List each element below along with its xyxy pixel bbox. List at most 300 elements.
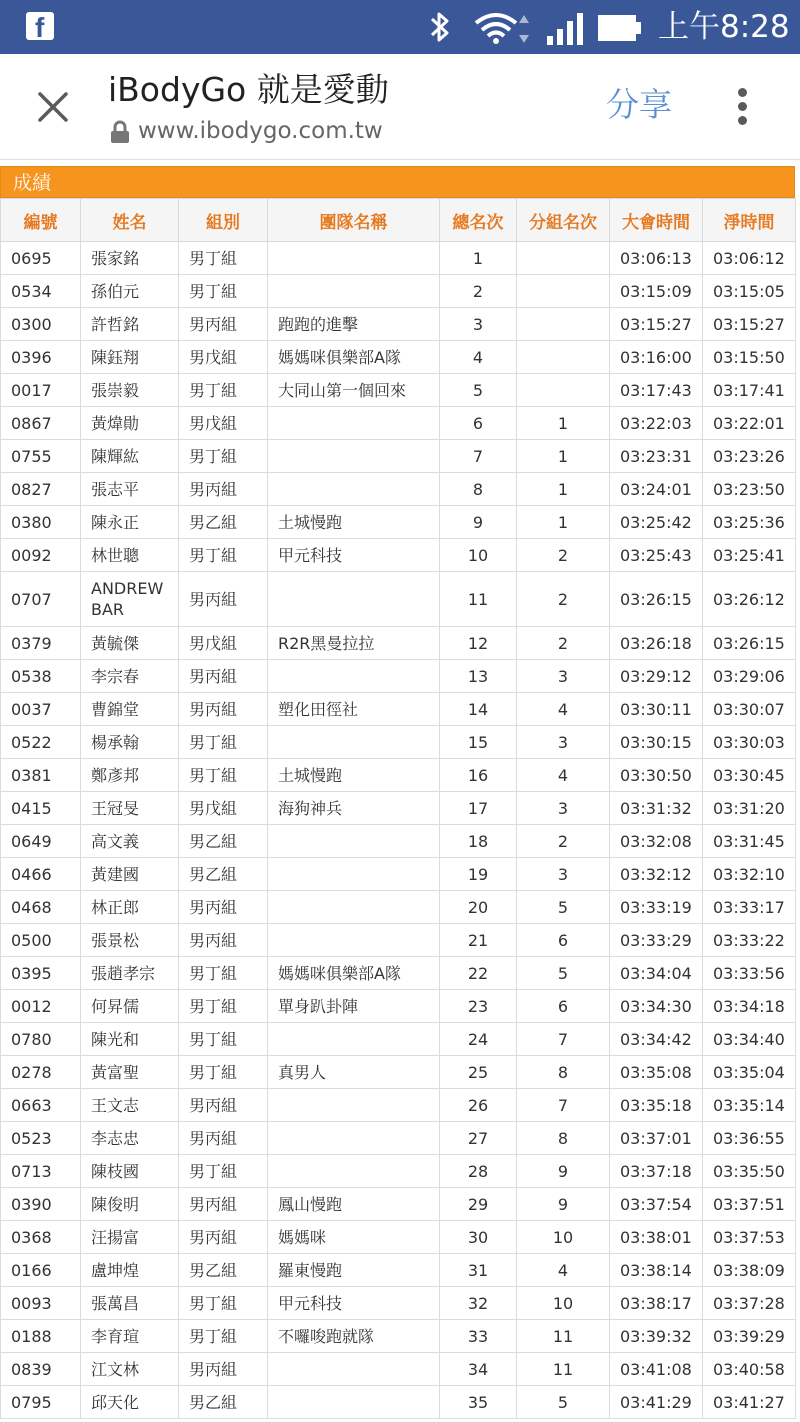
more-options-icon[interactable]: [734, 88, 750, 128]
bib-number-cell: 0390: [1, 1188, 81, 1221]
column-header[interactable]: 大會時間: [610, 199, 703, 242]
division-rank-cell: 1: [517, 506, 610, 539]
bib-number-cell: 0368: [1, 1221, 81, 1254]
net-time-cell: 03:36:55: [703, 1122, 796, 1155]
bib-number-cell: 0827: [1, 473, 81, 506]
share-button[interactable]: 分享: [606, 85, 672, 124]
column-header[interactable]: 團隊名稱: [268, 199, 440, 242]
gun-time-cell: 03:31:32: [610, 792, 703, 825]
table-header-row: [1, 199, 796, 242]
name-cell: 江文林: [81, 1353, 179, 1386]
table-row: [1, 1221, 796, 1254]
name-cell: 孫伯元: [81, 275, 179, 308]
net-time-cell: 03:15:05: [703, 275, 796, 308]
table-row: [1, 572, 796, 627]
table-row: [1, 473, 796, 506]
overall-rank-cell: 7: [440, 440, 517, 473]
overall-rank-cell: 32: [440, 1287, 517, 1320]
team-cell: 塑化田徑社: [268, 693, 440, 726]
gun-time-cell: 03:30:11: [610, 693, 703, 726]
net-time-cell: 03:23:50: [703, 473, 796, 506]
bib-number-cell: 0093: [1, 1287, 81, 1320]
gun-time-cell: 03:16:00: [610, 341, 703, 374]
team-cell: 真男人: [268, 1056, 440, 1089]
table-row: [1, 825, 796, 858]
division-rank-cell: 2: [517, 627, 610, 660]
net-time-cell: 03:30:03: [703, 726, 796, 759]
gun-time-cell: 03:41:08: [610, 1353, 703, 1386]
bib-number-cell: 0523: [1, 1122, 81, 1155]
overall-rank-cell: 30: [440, 1221, 517, 1254]
table-row: [1, 726, 796, 759]
team-cell: 土城慢跑: [268, 759, 440, 792]
team-cell: 羅東慢跑: [268, 1254, 440, 1287]
net-time-cell: 03:32:10: [703, 858, 796, 891]
gun-time-cell: 03:32:08: [610, 825, 703, 858]
name-cell: 陳光和: [81, 1023, 179, 1056]
name-cell: 張志平: [81, 473, 179, 506]
gun-time-cell: 03:33:19: [610, 891, 703, 924]
column-header[interactable]: 總名次: [440, 199, 517, 242]
division-cell: 男丙組: [179, 1353, 268, 1386]
name-cell: 陳鈺翔: [81, 341, 179, 374]
table-row: [1, 1188, 796, 1221]
page-url[interactable]: www.ibodygo.com.tw: [138, 118, 383, 144]
table-row: [1, 858, 796, 891]
division-cell: 男丙組: [179, 1188, 268, 1221]
division-rank-cell: 4: [517, 1254, 610, 1287]
table-row: [1, 1320, 796, 1353]
table-row: [1, 1254, 796, 1287]
gun-time-cell: 03:37:54: [610, 1188, 703, 1221]
page-title: iBodyGo 就是愛動: [108, 70, 389, 109]
table-row: [1, 660, 796, 693]
division-cell: 男丙組: [179, 473, 268, 506]
table-row: [1, 792, 796, 825]
division-cell: 男丙組: [179, 1089, 268, 1122]
table-row: [1, 1155, 796, 1188]
bib-number-cell: 0663: [1, 1089, 81, 1122]
gun-time-cell: 03:22:03: [610, 407, 703, 440]
table-row: [1, 1023, 796, 1056]
close-icon[interactable]: [34, 88, 72, 126]
column-header[interactable]: 組別: [179, 199, 268, 242]
bib-number-cell: 0380: [1, 506, 81, 539]
bib-number-cell: 0649: [1, 825, 81, 858]
net-time-cell: 03:40:58: [703, 1353, 796, 1386]
net-time-cell: 03:26:15: [703, 627, 796, 660]
gun-time-cell: 03:23:31: [610, 440, 703, 473]
division-cell: 男丙組: [179, 1122, 268, 1155]
battery-icon: [597, 14, 643, 42]
gun-time-cell: 03:35:18: [610, 1089, 703, 1122]
lock-icon: [110, 120, 130, 144]
bib-number-cell: 0381: [1, 759, 81, 792]
table-row: [1, 1353, 796, 1386]
name-cell: 張萬昌: [81, 1287, 179, 1320]
table-row: [1, 506, 796, 539]
division-rank-cell: 3: [517, 726, 610, 759]
gun-time-cell: 03:06:13: [610, 242, 703, 275]
net-time-cell: 03:17:41: [703, 374, 796, 407]
division-rank-cell: [517, 374, 610, 407]
bib-number-cell: 0707: [1, 572, 81, 627]
net-time-cell: 03:39:29: [703, 1320, 796, 1353]
gun-time-cell: 03:32:12: [610, 858, 703, 891]
net-time-cell: 03:30:45: [703, 759, 796, 792]
gun-time-cell: 03:24:01: [610, 473, 703, 506]
bib-number-cell: 0466: [1, 858, 81, 891]
division-cell: 男戊組: [179, 627, 268, 660]
bib-number-cell: 0538: [1, 660, 81, 693]
division-cell: 男丁組: [179, 539, 268, 572]
net-time-cell: 03:15:27: [703, 308, 796, 341]
bib-number-cell: 0522: [1, 726, 81, 759]
division-rank-cell: 8: [517, 1122, 610, 1155]
net-time-cell: 03:35:04: [703, 1056, 796, 1089]
net-time-cell: 03:15:50: [703, 341, 796, 374]
team-cell: 海狗神兵: [268, 792, 440, 825]
division-rank-cell: [517, 308, 610, 341]
team-cell: [268, 407, 440, 440]
column-header[interactable]: 編號: [1, 199, 81, 242]
table-row: [1, 374, 796, 407]
bib-number-cell: 0395: [1, 957, 81, 990]
net-time-cell: 03:34:18: [703, 990, 796, 1023]
gun-time-cell: 03:34:04: [610, 957, 703, 990]
gun-time-cell: 03:25:42: [610, 506, 703, 539]
name-cell: 張景松: [81, 924, 179, 957]
division-rank-cell: 5: [517, 891, 610, 924]
team-cell: R2R黑曼拉拉: [268, 627, 440, 660]
table-row: [1, 627, 796, 660]
team-cell: [268, 660, 440, 693]
bib-number-cell: 0500: [1, 924, 81, 957]
division-cell: 男乙組: [179, 506, 268, 539]
bib-number-cell: 0396: [1, 341, 81, 374]
division-cell: 男丁組: [179, 957, 268, 990]
bib-number-cell: 0379: [1, 627, 81, 660]
team-cell: [268, 473, 440, 506]
overall-rank-cell: 10: [440, 539, 517, 572]
net-time-cell: 03:37:51: [703, 1188, 796, 1221]
team-cell: [268, 1023, 440, 1056]
gun-time-cell: 03:30:50: [610, 759, 703, 792]
name-cell: 邱天化: [81, 1386, 179, 1419]
name-cell: 黃毓傑: [81, 627, 179, 660]
name-cell: 高文義: [81, 825, 179, 858]
net-time-cell: 03:34:40: [703, 1023, 796, 1056]
division-cell: 男丙組: [179, 924, 268, 957]
division-cell: 男丙組: [179, 660, 268, 693]
bib-number-cell: 0713: [1, 1155, 81, 1188]
bib-number-cell: 0037: [1, 693, 81, 726]
team-cell: 大同山第一個回來: [268, 374, 440, 407]
name-cell: 陳永正: [81, 506, 179, 539]
bib-number-cell: 0415: [1, 792, 81, 825]
overall-rank-cell: 9: [440, 506, 517, 539]
division-cell: 男丁組: [179, 726, 268, 759]
division-cell: 男丙組: [179, 891, 268, 924]
net-time-cell: 03:37:28: [703, 1287, 796, 1320]
overall-rank-cell: 29: [440, 1188, 517, 1221]
team-cell: 跑跑的進擊: [268, 308, 440, 341]
team-cell: 甲元科技: [268, 1287, 440, 1320]
division-rank-cell: 11: [517, 1353, 610, 1386]
bib-number-cell: 0017: [1, 374, 81, 407]
gun-time-cell: 03:26:18: [610, 627, 703, 660]
gun-time-cell: 03:38:01: [610, 1221, 703, 1254]
bib-number-cell: 0092: [1, 539, 81, 572]
overall-rank-cell: 28: [440, 1155, 517, 1188]
division-rank-cell: [517, 275, 610, 308]
wifi-icon: [474, 11, 536, 45]
bib-number-cell: 0300: [1, 308, 81, 341]
net-time-cell: 03:25:36: [703, 506, 796, 539]
table-row: [1, 957, 796, 990]
table-row: [1, 1287, 796, 1320]
overall-rank-cell: 11: [440, 572, 517, 627]
team-cell: [268, 1353, 440, 1386]
division-cell: 男戊組: [179, 341, 268, 374]
bib-number-cell: 0166: [1, 1254, 81, 1287]
name-cell: 楊承翰: [81, 726, 179, 759]
table-row: [1, 1056, 796, 1089]
table-row: [1, 242, 796, 275]
overall-rank-cell: 12: [440, 627, 517, 660]
division-rank-cell: 3: [517, 660, 610, 693]
net-time-cell: 03:33:22: [703, 924, 796, 957]
name-cell: 許哲銘: [81, 308, 179, 341]
bluetooth-icon: [428, 10, 452, 44]
name-cell: 陳俊明: [81, 1188, 179, 1221]
name-cell: 黃煒勛: [81, 407, 179, 440]
table-row: [1, 1122, 796, 1155]
team-cell: [268, 891, 440, 924]
division-cell: 男丁組: [179, 1320, 268, 1353]
results-table: [0, 198, 796, 1419]
overall-rank-cell: 35: [440, 1386, 517, 1419]
overall-rank-cell: 34: [440, 1353, 517, 1386]
facebook-icon[interactable]: f: [26, 12, 54, 40]
net-time-cell: 03:35:14: [703, 1089, 796, 1122]
division-cell: 男丙組: [179, 693, 268, 726]
name-cell: 李育瑄: [81, 1320, 179, 1353]
division-cell: 男丁組: [179, 1155, 268, 1188]
division-cell: 男丁組: [179, 1287, 268, 1320]
team-cell: [268, 440, 440, 473]
overall-rank-cell: 17: [440, 792, 517, 825]
gun-time-cell: 03:26:15: [610, 572, 703, 627]
division-rank-cell: 2: [517, 572, 610, 627]
table-row: [1, 1089, 796, 1122]
table-row: [1, 539, 796, 572]
overall-rank-cell: 23: [440, 990, 517, 1023]
gun-time-cell: 03:37:18: [610, 1155, 703, 1188]
team-cell: 媽媽咪俱樂部A隊: [268, 341, 440, 374]
division-cell: 男丁組: [179, 990, 268, 1023]
division-rank-cell: 11: [517, 1320, 610, 1353]
gun-time-cell: 03:29:12: [610, 660, 703, 693]
name-cell: 李宗春: [81, 660, 179, 693]
net-time-cell: 03:26:12: [703, 572, 796, 627]
division-cell: 男戊組: [179, 792, 268, 825]
name-cell: 張趙孝宗: [81, 957, 179, 990]
team-cell: [268, 825, 440, 858]
bib-number-cell: 0012: [1, 990, 81, 1023]
name-cell: 張家銘: [81, 242, 179, 275]
team-cell: 甲元科技: [268, 539, 440, 572]
overall-rank-cell: 16: [440, 759, 517, 792]
signal-icon: [546, 12, 586, 46]
team-cell: 單身趴卦陣: [268, 990, 440, 1023]
bib-number-cell: 0188: [1, 1320, 81, 1353]
team-cell: [268, 726, 440, 759]
overall-rank-cell: 19: [440, 858, 517, 891]
overall-rank-cell: 22: [440, 957, 517, 990]
team-cell: [268, 1386, 440, 1419]
name-cell: 林世聰: [81, 539, 179, 572]
overall-rank-cell: 5: [440, 374, 517, 407]
name-cell: 曹錦堂: [81, 693, 179, 726]
division-rank-cell: 3: [517, 792, 610, 825]
team-cell: [268, 858, 440, 891]
overall-rank-cell: 24: [440, 1023, 517, 1056]
gun-time-cell: 03:37:01: [610, 1122, 703, 1155]
name-cell: 張崇毅: [81, 374, 179, 407]
gun-time-cell: 03:35:08: [610, 1056, 703, 1089]
division-cell: 男丁組: [179, 440, 268, 473]
overall-rank-cell: 27: [440, 1122, 517, 1155]
division-cell: 男丙組: [179, 1221, 268, 1254]
gun-time-cell: 03:38:14: [610, 1254, 703, 1287]
division-cell: 男乙組: [179, 1254, 268, 1287]
name-cell: 黃建國: [81, 858, 179, 891]
name-cell: 陳枝國: [81, 1155, 179, 1188]
name-cell: 陳輝紘: [81, 440, 179, 473]
gun-time-cell: 03:33:29: [610, 924, 703, 957]
division-cell: 男丁組: [179, 374, 268, 407]
division-rank-cell: 6: [517, 924, 610, 957]
table-row: [1, 693, 796, 726]
net-time-cell: 03:06:12: [703, 242, 796, 275]
table-row: [1, 924, 796, 957]
status-bar: [0, 0, 800, 54]
team-cell: 媽媽咪俱樂部A隊: [268, 957, 440, 990]
overall-rank-cell: 8: [440, 473, 517, 506]
division-rank-cell: [517, 242, 610, 275]
gun-time-cell: 03:41:29: [610, 1386, 703, 1419]
team-cell: 鳳山慢跑: [268, 1188, 440, 1221]
division-rank-cell: 4: [517, 693, 610, 726]
division-rank-cell: 1: [517, 473, 610, 506]
table-row: [1, 759, 796, 792]
overall-rank-cell: 20: [440, 891, 517, 924]
overall-rank-cell: 31: [440, 1254, 517, 1287]
name-cell: 黃富聖: [81, 1056, 179, 1089]
results-section-title: 成績: [0, 166, 795, 198]
division-cell: 男丙組: [179, 308, 268, 341]
team-cell: [268, 275, 440, 308]
table-row: [1, 891, 796, 924]
clock: 上午8:28: [658, 9, 790, 45]
team-cell: 媽媽咪: [268, 1221, 440, 1254]
gun-time-cell: 03:30:15: [610, 726, 703, 759]
division-rank-cell: 7: [517, 1023, 610, 1056]
bib-number-cell: 0468: [1, 891, 81, 924]
overall-rank-cell: 1: [440, 242, 517, 275]
gun-time-cell: 03:15:27: [610, 308, 703, 341]
division-rank-cell: 3: [517, 858, 610, 891]
division-cell: 男戊組: [179, 407, 268, 440]
overall-rank-cell: 15: [440, 726, 517, 759]
net-time-cell: 03:35:50: [703, 1155, 796, 1188]
division-cell: 男丁組: [179, 1056, 268, 1089]
overall-rank-cell: 3: [440, 308, 517, 341]
team-cell: [268, 924, 440, 957]
bib-number-cell: 0795: [1, 1386, 81, 1419]
table-row: [1, 275, 796, 308]
name-cell: 汪揚富: [81, 1221, 179, 1254]
division-cell: 男乙組: [179, 1386, 268, 1419]
net-time-cell: 03:25:41: [703, 539, 796, 572]
overall-rank-cell: 4: [440, 341, 517, 374]
overall-rank-cell: 13: [440, 660, 517, 693]
bib-number-cell: 0695: [1, 242, 81, 275]
gun-time-cell: 03:15:09: [610, 275, 703, 308]
table-row: [1, 341, 796, 374]
name-cell: 王冠旻: [81, 792, 179, 825]
division-rank-cell: 10: [517, 1221, 610, 1254]
division-rank-cell: 2: [517, 825, 610, 858]
gun-time-cell: 03:25:43: [610, 539, 703, 572]
net-time-cell: 03:23:26: [703, 440, 796, 473]
bib-number-cell: 0278: [1, 1056, 81, 1089]
browser-toolbar: [0, 54, 800, 160]
overall-rank-cell: 2: [440, 275, 517, 308]
gun-time-cell: 03:34:42: [610, 1023, 703, 1056]
table-row: [1, 407, 796, 440]
net-time-cell: 03:33:17: [703, 891, 796, 924]
division-cell: 男乙組: [179, 858, 268, 891]
division-cell: 男丁組: [179, 1023, 268, 1056]
name-cell: ANDREW BAR: [81, 572, 179, 627]
division-rank-cell: 2: [517, 539, 610, 572]
net-time-cell: 03:38:09: [703, 1254, 796, 1287]
column-header[interactable]: 姓名: [81, 199, 179, 242]
division-rank-cell: 5: [517, 957, 610, 990]
column-header[interactable]: 淨時間: [703, 199, 796, 242]
column-header[interactable]: 分組名次: [517, 199, 610, 242]
division-cell: 男丙組: [179, 572, 268, 627]
overall-rank-cell: 21: [440, 924, 517, 957]
net-time-cell: 03:31:45: [703, 825, 796, 858]
gun-time-cell: 03:17:43: [610, 374, 703, 407]
name-cell: 鄭彥邦: [81, 759, 179, 792]
overall-rank-cell: 25: [440, 1056, 517, 1089]
division-cell: 男丁組: [179, 759, 268, 792]
division-rank-cell: 4: [517, 759, 610, 792]
net-time-cell: 03:41:27: [703, 1386, 796, 1419]
name-cell: 盧坤煌: [81, 1254, 179, 1287]
overall-rank-cell: 6: [440, 407, 517, 440]
net-time-cell: 03:31:20: [703, 792, 796, 825]
bib-number-cell: 0839: [1, 1353, 81, 1386]
team-cell: [268, 1089, 440, 1122]
name-cell: 李志忠: [81, 1122, 179, 1155]
division-rank-cell: 7: [517, 1089, 610, 1122]
division-rank-cell: 9: [517, 1188, 610, 1221]
